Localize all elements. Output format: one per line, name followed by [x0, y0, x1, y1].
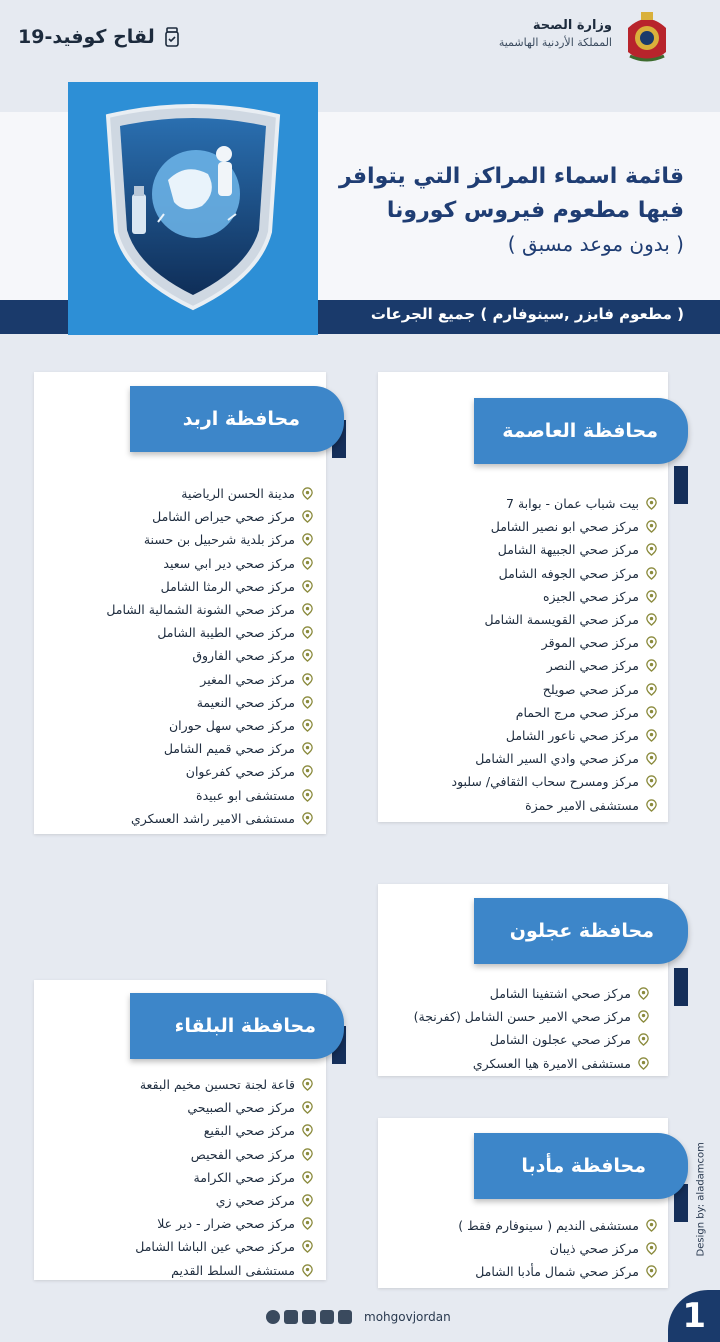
location-pin-icon	[301, 1217, 314, 1230]
location-pin-icon	[637, 1033, 650, 1046]
madaba-title: محافظة مأدبا	[521, 1155, 646, 1177]
list-item: مركز صحي الفاروق	[106, 644, 314, 667]
irbid-list	[106, 482, 314, 830]
list-item: مستشفى النديم ( سينوفارم فقط )	[458, 1214, 658, 1237]
madaba-list	[458, 1214, 658, 1284]
list-item: بيت شباب عمان - بوابة 7	[452, 492, 659, 515]
location-pin-icon	[301, 696, 314, 709]
location-pin-icon	[645, 729, 658, 742]
list-item: مركز صحي كفرعوان	[106, 760, 314, 783]
balqa-title: محافظة البلقاء	[174, 1015, 316, 1037]
title-line-3: ( بدون موعد مسبق )	[507, 232, 684, 256]
list-item: مركز صحي البقيع	[135, 1119, 314, 1142]
list-item: مركز صحي وادي السير الشامل	[452, 747, 659, 770]
list-item: مركز صحي الجبيهة الشامل	[452, 538, 659, 561]
list-item: مستشفى الاميرة هيا العسكري	[414, 1052, 650, 1075]
ajloun-title: محافظة عجلون	[509, 920, 654, 942]
list-item: مركز صحي اشتفينا الشامل	[414, 982, 650, 1005]
location-pin-icon	[645, 567, 658, 580]
list-item: مستشفى السلط القديم	[135, 1259, 314, 1282]
location-pin-icon	[645, 613, 658, 626]
list-item: مركز صحي الجوفه الشامل	[452, 562, 659, 585]
location-pin-icon	[301, 1240, 314, 1253]
list-item: مركز صحي النعيمة	[106, 691, 314, 714]
location-pin-icon	[301, 626, 314, 639]
balqa-list	[135, 1073, 314, 1282]
globe-icon[interactable]	[266, 1310, 280, 1324]
location-pin-icon	[301, 533, 314, 546]
location-pin-icon	[301, 765, 314, 778]
location-pin-icon	[301, 1171, 314, 1184]
social-handle[interactable]: mohgovjordan	[364, 1310, 451, 1324]
list-item: مستشفى ابو عبيدة	[106, 783, 314, 806]
list-item: مركز صحي عجلون الشامل	[414, 1028, 650, 1051]
vaccine-tag-label: لقاح كوفيد-19	[18, 26, 155, 48]
list-item: مركز صحي الصبيحي	[135, 1096, 314, 1119]
location-pin-icon	[301, 673, 314, 686]
design-credit	[692, 1130, 708, 1260]
ajloun-list	[414, 982, 650, 1075]
location-pin-icon	[301, 719, 314, 732]
location-pin-icon	[301, 1078, 314, 1091]
tab-fold	[674, 968, 688, 1006]
capital-list	[452, 492, 659, 817]
page-number: 1	[682, 1296, 706, 1336]
ministry-country: المملكة الأردنية الهاشمية	[498, 36, 612, 49]
list-item: مركز صحي زي	[135, 1189, 314, 1212]
capital-title: محافظة العاصمة	[502, 420, 658, 442]
location-pin-icon	[637, 987, 650, 1000]
list-item: مركز صحي حيراص الشامل	[106, 505, 314, 528]
location-pin-icon	[301, 603, 314, 616]
location-pin-icon	[645, 1219, 658, 1232]
band-text: ( مطعوم فايزر ,سينوفارم ) جميع الجرعات	[370, 305, 684, 323]
location-pin-icon	[645, 775, 658, 788]
list-item: مركز صحي الكرامة	[135, 1166, 314, 1189]
page-number-badge	[668, 1290, 720, 1342]
location-pin-icon	[301, 487, 314, 500]
list-item: مركز صحي الشونة الشمالية الشامل	[106, 598, 314, 621]
social-footer	[266, 1310, 451, 1324]
location-pin-icon	[301, 580, 314, 593]
list-item: مركز صحي الموقر	[452, 631, 659, 654]
location-pin-icon	[645, 706, 658, 719]
list-item: مركز صحي صويلح	[452, 678, 659, 701]
location-pin-icon	[301, 510, 314, 523]
location-pin-icon	[301, 1124, 314, 1137]
title-line-2: فيها مطعوم فيروس كورونا	[386, 198, 684, 223]
list-item: مركز صحي عين الباشا الشامل	[135, 1235, 314, 1258]
list-item: مركز صحي النصر	[452, 654, 659, 677]
location-pin-icon	[645, 1242, 658, 1255]
list-item: مركز صحي دير ابي سعيد	[106, 552, 314, 575]
location-pin-icon	[645, 659, 658, 672]
title-line-1: قائمة اسماء المراكز التي يتوافر	[338, 164, 684, 189]
shield-globe-icon	[98, 102, 288, 314]
list-item: مركز صحي سهل حوران	[106, 714, 314, 737]
list-item: قاعة لجنة تحسين مخيم البقعة	[135, 1073, 314, 1096]
ministry-block	[499, 18, 612, 49]
list-item: مركز صحي قميم الشامل	[106, 737, 314, 760]
list-item: مركز صحي الفحيص	[135, 1143, 314, 1166]
design-credit-text: Design by: aladamcom	[695, 1142, 707, 1257]
list-item: مستشفى الامير حمزة	[452, 793, 659, 816]
location-pin-icon	[301, 1264, 314, 1277]
location-pin-icon	[637, 1010, 650, 1023]
ministry-name: وزارة الصحة	[532, 18, 612, 33]
list-item: مدينة الحسن الرياضية	[106, 482, 314, 505]
list-item: مركز صحي الرمثا الشامل	[106, 575, 314, 598]
location-pin-icon	[645, 683, 658, 696]
location-pin-icon	[645, 636, 658, 649]
location-pin-icon	[645, 590, 658, 603]
location-pin-icon	[637, 1057, 650, 1070]
list-item: مركز صحي ذيبان	[458, 1237, 658, 1260]
list-item: مركز بلدية شرحبيل بن حسنة	[106, 528, 314, 551]
list-item: مركز صحي القويسمة الشامل	[452, 608, 659, 631]
list-item: مركز صحي ضرار - دير علا	[135, 1212, 314, 1235]
location-pin-icon	[301, 812, 314, 825]
list-item: مركز صحي شمال مأدبا الشامل	[458, 1260, 658, 1283]
list-item: مركز صحي ابو نصير الشامل	[452, 515, 659, 538]
telegram-icon[interactable]	[338, 1310, 352, 1324]
location-pin-icon	[645, 497, 658, 510]
location-pin-icon	[645, 543, 658, 556]
irbid-title: محافظة اربد	[182, 408, 300, 430]
location-pin-icon	[301, 1148, 314, 1161]
facebook-icon[interactable]	[284, 1310, 298, 1324]
list-item: مركز صحي مرج الحمام	[452, 701, 659, 724]
list-item: مركز صحي المغير	[106, 668, 314, 691]
location-pin-icon	[645, 520, 658, 533]
vaccine-tag	[18, 26, 183, 48]
location-pin-icon	[301, 789, 314, 802]
vaccine-vial-icon	[161, 26, 183, 48]
location-pin-icon	[645, 752, 658, 765]
list-item: مركز ومسرح سحاب الثقافي/ سلبود	[452, 770, 659, 793]
location-pin-icon	[301, 742, 314, 755]
location-pin-icon	[301, 557, 314, 570]
list-item: مركز صحي ناعور الشامل	[452, 724, 659, 747]
top-header	[0, 0, 720, 82]
banner-title	[324, 160, 684, 260]
location-pin-icon	[301, 1194, 314, 1207]
location-pin-icon	[645, 1265, 658, 1278]
list-item: مستشفى الامير راشد العسكري	[106, 807, 314, 830]
list-item: مركز صحي الامير حسن الشامل (كفرنجة)	[414, 1005, 650, 1028]
jordan-crest-icon	[620, 8, 674, 70]
location-pin-icon	[301, 1101, 314, 1114]
location-pin-icon	[301, 649, 314, 662]
tab-fold	[674, 466, 688, 504]
list-item: مركز صحي الجيزه	[452, 585, 659, 608]
list-item: مركز صحي الطيبة الشامل	[106, 621, 314, 644]
instagram-icon[interactable]	[320, 1310, 334, 1324]
location-pin-icon	[645, 799, 658, 812]
twitter-icon[interactable]	[302, 1310, 316, 1324]
